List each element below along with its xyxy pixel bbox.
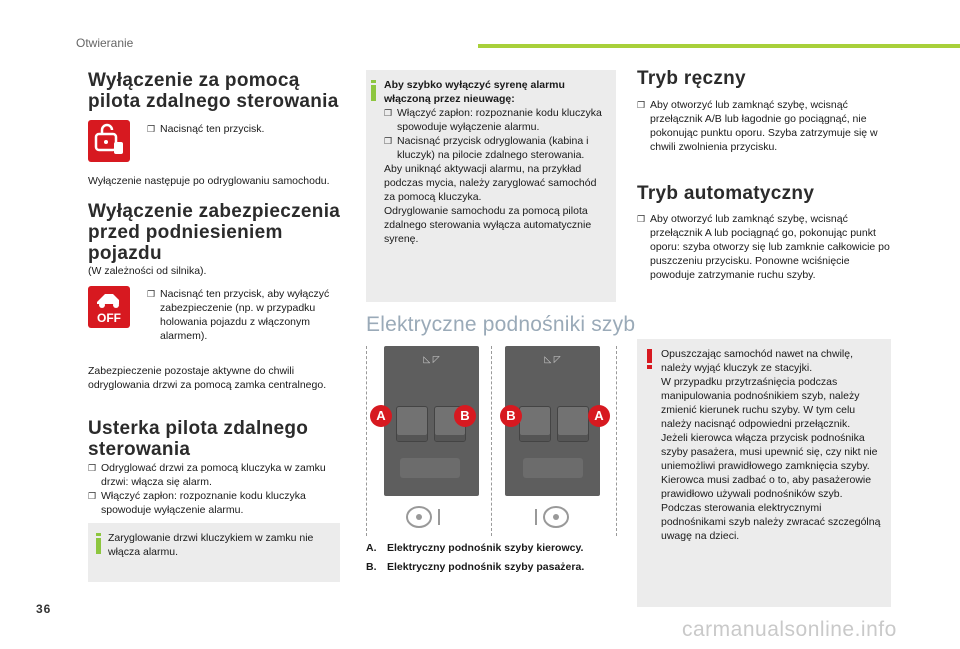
window-switch-left[interactable] xyxy=(519,406,551,442)
antilift-off-icon xyxy=(88,286,130,328)
page-number: 36 xyxy=(36,602,52,616)
steering-wheel-icon xyxy=(530,505,570,531)
bullet-auto-mode: ❒ Aby otworzyć lub zamknąć szybę, wcisnąć przełącznik A lub pociągnąć go, pokonując punkt oporu: szyba otworzy się lub zamknie całkowicie po puszczeniu przycisku. Ponowne wciśnięcie powoduje zatrzymanie ruchu szyby. xyxy=(637,213,890,281)
badge-b-right: B xyxy=(500,405,522,427)
note-antilift: Zabezpieczenie pozostaje aktywne do chwili odryglowania drzwi za pomocą zamka centralnego. xyxy=(88,365,327,391)
bullet-manual-mode: ❒ Aby otworzyć lub zamknąć szybę, wcisnąć przełącznik A/B lub łagodnie go pociągnąć, nie pokonując punktu oporu. Szyba zatrzymuje się w chwili zwolnienia przycisku. xyxy=(637,99,878,153)
heading-antilift-disable: Wyłączenie zabezpieczenia przed podniesieniem pojazdu xyxy=(88,201,341,264)
legend xyxy=(366,541,616,574)
heading-auto-mode: Tryb automatyczny xyxy=(637,183,815,204)
siren-info-title: Aby szybko wyłączyć syrenę alarmu włączoną przez nieuwagę: xyxy=(384,79,565,105)
header-accent-bar xyxy=(478,44,960,48)
badge-a-left: A xyxy=(370,405,392,427)
lock-button-strip[interactable] xyxy=(523,458,583,478)
mirror-icon: ◺ ◸ xyxy=(423,354,440,364)
note-remote-disable: Wyłączenie następuje po odryglowaniu samochodu. xyxy=(88,175,330,187)
divider-line xyxy=(366,346,367,536)
info-box-siren: Aby szybko wyłączyć syrenę alarmu włączoną przez nieuwagę: ❒ Włączyć zapłon: rozpoznanie kodu kluczyka spowoduje wyłączenie alarmu. ❒ Nacisnąć przycisk odryglowania (kabina i kluczyk) na pilocie zdalnego sterowania. Aby uniknąć aktywacji alarmu, na przykład podczas mycia, należy zaryglować samochód za pomocą kluczyka. Odryglowanie samochodu za pomocą pilota zdalnego sterowania wyłącza automatycznie syrenę. xyxy=(366,70,616,302)
warning-icon xyxy=(647,349,652,369)
remote-fault-bullets: ❒ Odryglować drzwi za pomocą kluczyka w zamku drzwi: włącza się alarm. ❒ Włączyć zapłon: rozpoznanie kodu kluczyka spowoduje wyłączenie alarmu. xyxy=(88,462,326,516)
info-icon xyxy=(371,80,376,101)
watermark: carmanualsonline.info xyxy=(682,618,897,641)
warning-box: Opuszczając samochód nawet na chwilę, należy wyjąć kluczyk ze stacyjki. W przypadku przytrzaśnięcia podczas manipulowania podnośnikiem szyb, należy zmienić kierunek ruchu szyby. W tym celu należy nacisnąć odpowiedni przełącznik. Jeżeli kierowca włącza przycisk podnośnika szyby pasażera, musi upewnić się, czy nikt nie uniemożliwi prawidłowego zamknięcia szyby. Kierowca musi zadbać o to, aby pasażerowie prawidłowo używali podnośników szyb. Podczas sterowania elektrycznymi podnośnikami szyb należy zwracać szczególną uwagę na dzieci. xyxy=(637,339,891,607)
badge-b-left: B xyxy=(454,405,476,427)
remote-unlock-icon xyxy=(88,120,130,162)
steering-wheel-icon xyxy=(405,505,445,531)
section-title-windows: Elektryczne podnośniki szyb xyxy=(366,313,636,336)
off-label: OFF xyxy=(97,311,121,325)
heading-remote-disable: Wyłączenie za pomocą pilota zdalnego sterowania xyxy=(88,70,339,112)
divider-line xyxy=(491,346,492,536)
bullet-remote-press: ❒ Nacisnąć ten przycisk. xyxy=(147,123,265,135)
info-box-key-lock: Zaryglowanie drzwi kluczykiem w zamku nie włącza alarmu. xyxy=(88,523,340,582)
mirror-icon: ◺ ◸ xyxy=(544,354,561,364)
engine-note: (W zależności od silnika). xyxy=(88,265,207,277)
window-switch-left[interactable] xyxy=(396,406,428,442)
lock-button-strip[interactable] xyxy=(400,458,460,478)
heading-remote-fault: Usterka pilota zdalnego sterowania xyxy=(88,418,309,460)
divider-line xyxy=(616,346,617,536)
legend-item: A. Elektryczny podnośnik szyby kierowcy. xyxy=(366,542,584,554)
legend-item: B. Elektryczny podnośnik szyby pasażera. xyxy=(366,561,585,573)
bullet-antilift-press: ❒ Nacisnąć ten przycisk, aby wyłączyć zabezpieczenie (np. w przypadku holowania pojazdu z włączonym alarmem). xyxy=(147,288,330,342)
heading-manual-mode: Tryb ręczny xyxy=(637,68,746,89)
info-icon xyxy=(96,533,101,554)
window-switch-right[interactable] xyxy=(557,406,589,442)
badge-a-right: A xyxy=(588,405,610,427)
section-label: Otwieranie xyxy=(76,36,134,50)
